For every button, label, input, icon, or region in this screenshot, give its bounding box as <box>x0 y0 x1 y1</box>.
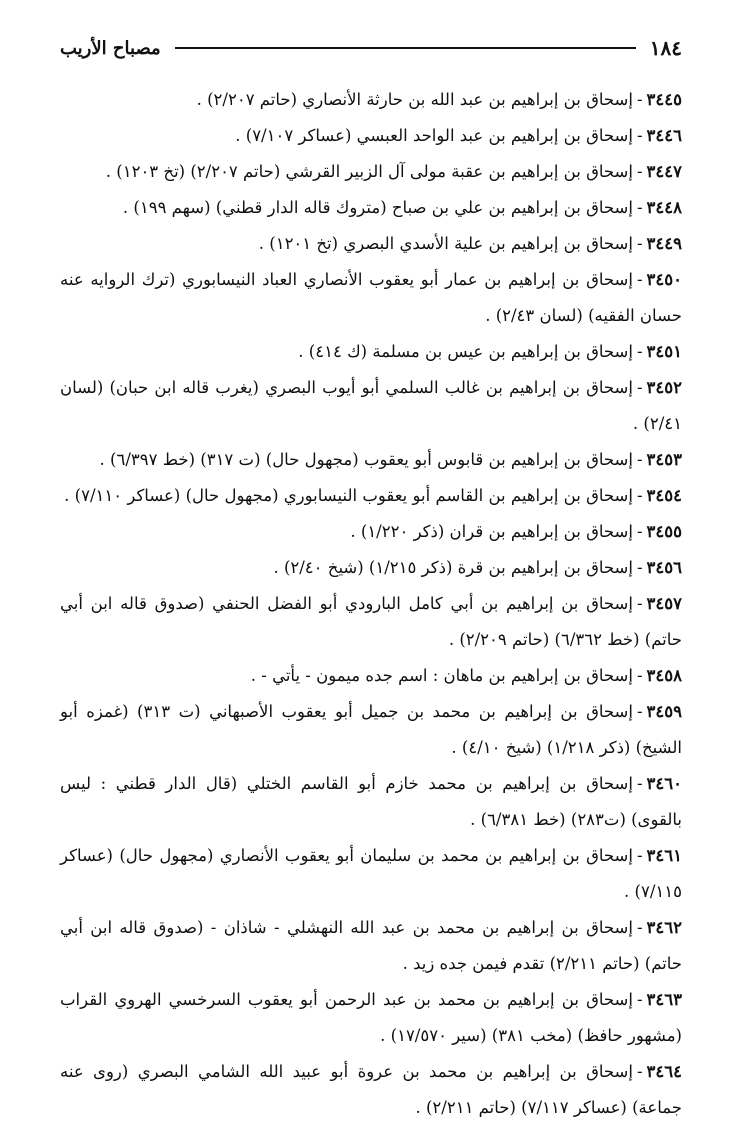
entry-number: ٣٤٥٨ <box>646 666 682 685</box>
entry-list <box>60 82 682 1126</box>
entry-text: إسحاق بن إبراهيم بن محمد بن عبد الرحمن أبو يعقوب السرخسي الهروي القراب (مشهور حافظ) (مخب ٣٨١) (سير ١٧/٥٧٠) . <box>60 990 682 1045</box>
entry: ٣٤٦٠-إسحاق بن إبراهيم بن محمد خازم أبو القاسم الختلي (قال الدار قطني : ليس بالقوى) (ت٢٨٣) (خط ٦/٣٨١) . <box>60 774 682 829</box>
entry-number: ٣٤٤٧ <box>646 162 682 181</box>
entry-text: إسحاق بن إبراهيم بن محمد بن سليمان أبو يعقوب الأنصاري (مجهول حال) (عساكر ٧/١١٥) . <box>60 846 682 901</box>
entry-text: إسحاق بن إبراهيم بن القاسم أبو يعقوب النيسابوري (مجهول حال) (عساكر ٧/١١٠) . <box>64 486 633 505</box>
entry: ٣٤٤٦-إسحاق بن إبراهيم بن عبد الواحد العبسي (عساكر ٧/١٠٧) . <box>235 126 682 145</box>
entry-text: إسحاق بن إبراهيم بن غالب السلمي أبو أيوب البصري (يغرب قاله ابن حبان) (لسان ٢/٤١) . <box>60 378 682 433</box>
entry-text: إسحاق بن إبراهيم بن علي بن صباح (متروك قاله الدار قطني) (سهم ١٩٩) . <box>122 198 633 217</box>
entry: ٣٤٥٠-إسحاق بن إبراهيم بن عمار أبو يعقوب الأنصاري العباد النيسابوري (ترك الروايه عنه حسان الفقيه) (لسان ٢/٤٣) . <box>60 270 682 325</box>
entry-text: إسحاق بن إبراهيم بن محمد بن جميل أبو يعقوب الأصبهاني (ت ٣١٣) (غمزه أبو الشيخ) (ذكر ١/٢١٨) (شيخ ٤/١٠) . <box>60 702 682 757</box>
entry-text: إسحاق بن إبراهيم بن قرة (ذكر ١/٢١٥) (شيخ ٢/٤٠) . <box>273 558 633 577</box>
entry-text: إسحاق بن إبراهيم بن محمد بن عروة أبو عبيد الله الشامي البصري (روى عنه جماعة) (عساكر ٧/١١٧) (حاتم ٢/٢١١) . <box>60 1062 682 1117</box>
header-rule <box>175 47 636 49</box>
entry: ٣٤٦٢-إسحاق بن إبراهيم بن محمد بن عبد الله النهشلي - شاذان - (صدوق قاله ابن أبي حاتم) (حاتم ٢/٢١١) تقدم فيمن جده زيد . <box>60 918 682 973</box>
entry: ٣٤٦٣-إسحاق بن إبراهيم بن محمد بن عبد الرحمن أبو يعقوب السرخسي الهروي القراب (مشهور حافظ) (مخب ٣٨١) (سير ١٧/٥٧٠) . <box>60 990 682 1045</box>
entry: ٣٤٥٥-إسحاق بن إبراهيم بن قران (ذكر ١/٢٢٠) . <box>350 522 682 541</box>
entry-text: إسحاق بن إبراهيم بن عيس بن مسلمة (ك ٤١٤) . <box>298 342 633 361</box>
entry-number: ٣٤٦٤ <box>646 1062 682 1081</box>
entry-number: ٣٤٥١ <box>646 342 682 361</box>
entry-number: ٣٤٥٣ <box>646 450 682 469</box>
entry-text: إسحاق بن إبراهيم بن أبي كامل البارودي أبو الفضل الحنفي (صدوق قاله ابن أبي حاتم) (خط ٦/٣٦٢) (حاتم ٢/٢٠٩) . <box>60 594 682 649</box>
entry-number: ٣٤٥٧ <box>646 594 682 613</box>
book-title: مصباح الأريب <box>60 37 161 59</box>
entry-text: إسحاق بن إبراهيم بن عقبة مولى آل الزبير القرشي (حاتم ٢/٢٠٧) (تخ ١٢٠٣) . <box>105 162 633 181</box>
entry-text: إسحاق بن إبراهيم بن قران (ذكر ١/٢٢٠) . <box>350 522 633 541</box>
entry-text: إسحاق بن إبراهيم بن محمد خازم أبو القاسم الختلي (قال الدار قطني : ليس بالقوى) (ت٢٨٣) (خط ٦/٣٨١) . <box>60 774 682 829</box>
entry-text: إسحاق بن إبراهيم بن علية الأسدي البصري (تخ ١٢٠١) . <box>258 234 633 253</box>
entry-number: ٣٤٦١ <box>646 846 682 865</box>
entry: ٣٤٤٧-إسحاق بن إبراهيم بن عقبة مولى آل الزبير القرشي (حاتم ٢/٢٠٧) (تخ ١٢٠٣) . <box>105 162 682 181</box>
entry-text: إسحاق بن إبراهيم بن عبد الواحد العبسي (عساكر ٧/١٠٧) . <box>235 126 633 145</box>
entry-number: ٣٤٥٦ <box>646 558 682 577</box>
page-header <box>60 28 682 68</box>
entry-number: ٣٤٦٣ <box>646 990 682 1009</box>
entry: ٣٤٥٣-إسحاق بن إبراهيم بن قابوس أبو يعقوب (مجهول حال) (ت ٣١٧) (خط ٦/٣٩٧) . <box>99 450 682 469</box>
entry-number: ٣٤٥٩ <box>646 702 682 721</box>
entry-number: ٣٤٥٠ <box>646 270 682 289</box>
entry-number: ٣٤٤٨ <box>646 198 682 217</box>
entry: ٣٤٥٩-إسحاق بن إبراهيم بن محمد بن جميل أبو يعقوب الأصبهاني (ت ٣١٣) (غمزه أبو الشيخ) (ذكر ١/٢١٨) (شيخ ٤/١٠) . <box>60 702 682 757</box>
entry: ٣٤٥٦-إسحاق بن إبراهيم بن قرة (ذكر ١/٢١٥) (شيخ ٢/٤٠) . <box>273 558 682 577</box>
entry-number: ٣٤٥٤ <box>646 486 682 505</box>
entry: ٣٤٥٧-إسحاق بن إبراهيم بن أبي كامل البارودي أبو الفضل الحنفي (صدوق قاله ابن أبي حاتم) (خط ٦/٣٦٢) (حاتم ٢/٢٠٩) . <box>60 594 682 649</box>
page-number: ١٨٤ <box>649 36 682 60</box>
entry-number: ٣٤٤٦ <box>646 126 682 145</box>
entry: ٣٤٥٤-إسحاق بن إبراهيم بن القاسم أبو يعقوب النيسابوري (مجهول حال) (عساكر ٧/١١٠) . <box>64 486 682 505</box>
entry-text: إسحاق بن إبراهيم بن قابوس أبو يعقوب (مجهول حال) (ت ٣١٧) (خط ٦/٣٩٧) . <box>99 450 633 469</box>
entry: ٣٤٦١-إسحاق بن إبراهيم بن محمد بن سليمان أبو يعقوب الأنصاري (مجهول حال) (عساكر ٧/١١٥) . <box>60 846 682 901</box>
entry: ٣٤٥١-إسحاق بن إبراهيم بن عيس بن مسلمة (ك ٤١٤) . <box>298 342 682 361</box>
entry-number: ٣٤٥٢ <box>646 378 682 397</box>
entry-number: ٣٤٤٩ <box>646 234 682 253</box>
entry-text: إسحاق بن إبراهيم بن ماهان : اسم جده ميمون - يأتي - . <box>250 666 633 685</box>
entry: ٣٤٤٨-إسحاق بن إبراهيم بن علي بن صباح (متروك قاله الدار قطني) (سهم ١٩٩) . <box>122 198 682 217</box>
entry-number: ٣٤٤٥ <box>646 90 682 109</box>
entry-number: ٣٤٦٢ <box>646 918 682 937</box>
entry: ٣٤٤٩-إسحاق بن إبراهيم بن علية الأسدي البصري (تخ ١٢٠١) . <box>258 234 682 253</box>
document-page <box>60 28 682 1126</box>
entry-text: إسحاق بن إبراهيم بن عبد الله بن حارثة الأنصاري (حاتم ٢/٢٠٧) . <box>196 90 633 109</box>
entry: ٣٤٥٨-إسحاق بن إبراهيم بن ماهان : اسم جده ميمون - يأتي - . <box>250 666 682 685</box>
entry-text: إسحاق بن إبراهيم بن عمار أبو يعقوب الأنصاري العباد النيسابوري (ترك الروايه عنه حسان الفقيه) (لسان ٢/٤٣) . <box>60 270 682 325</box>
entry-number: ٣٤٦٠ <box>646 774 682 793</box>
entry: ٣٤٤٥-إسحاق بن إبراهيم بن عبد الله بن حارثة الأنصاري (حاتم ٢/٢٠٧) . <box>196 90 682 109</box>
entry: ٣٤٥٢-إسحاق بن إبراهيم بن غالب السلمي أبو أيوب البصري (يغرب قاله ابن حبان) (لسان ٢/٤١) . <box>60 378 682 433</box>
entry: ٣٤٦٤-إسحاق بن إبراهيم بن محمد بن عروة أبو عبيد الله الشامي البصري (روى عنه جماعة) (عساكر ٧/١١٧) (حاتم ٢/٢١١) . <box>60 1062 682 1117</box>
entry-text: إسحاق بن إبراهيم بن محمد بن عبد الله النهشلي - شاذان - (صدوق قاله ابن أبي حاتم) (حاتم ٢/٢١١) تقدم فيمن جده زيد . <box>60 918 682 973</box>
entry-number: ٣٤٥٥ <box>646 522 682 541</box>
